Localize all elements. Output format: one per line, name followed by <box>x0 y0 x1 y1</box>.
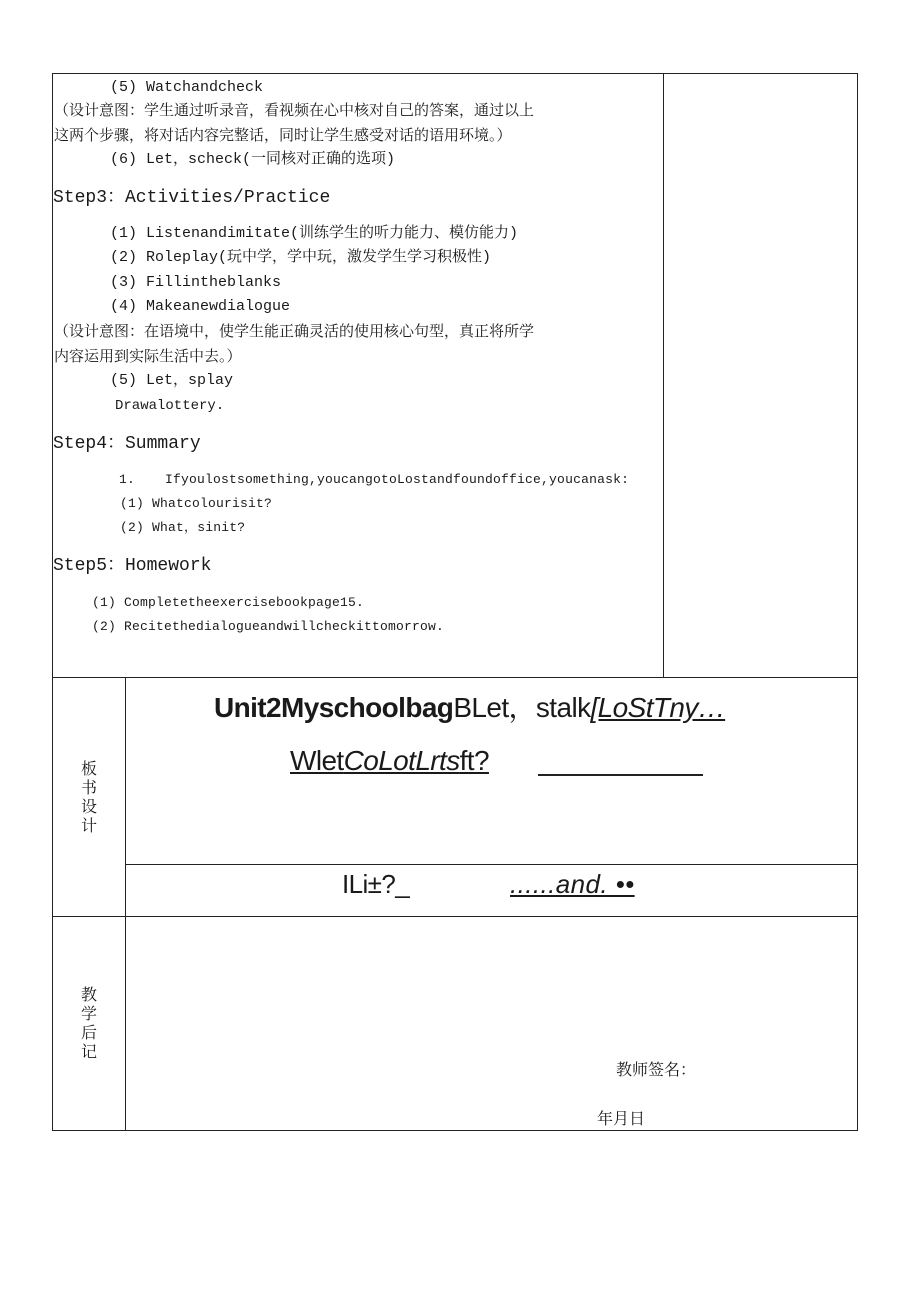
practice-item-2: (2) Roleplay(玩中学，学中玩，激发学生学习积极性) <box>110 249 492 266</box>
divider-board-top <box>52 677 858 678</box>
divider-right-column <box>663 73 664 678</box>
summary-intro-number: 1. <box>119 472 136 487</box>
board-title-unit: Unit2Myschoolbag <box>214 692 454 723</box>
design-intent-2a: （设计意图：在语境中，使学生能正确灵活的使用核心句型，真正将所学 <box>54 322 535 340</box>
board-design-label-text: 板 书 设 计 <box>80 759 97 835</box>
design-intent-2b: 内容运用到实际生活中去。） <box>54 347 242 365</box>
homework-2: (2) Recitethedialogueandwillcheckittomorrow. <box>92 619 445 634</box>
homework-1: (1) Completetheexercisebookpage15. <box>92 595 365 610</box>
step3-heading: Step3：Activities/Practice <box>53 188 331 208</box>
design-intent-1b: 这两个步骤，将对话内容完整话，同时让学生感受对话的语用环境。） <box>54 126 512 144</box>
step5-heading: Step5：Homework <box>53 556 212 576</box>
board-title-lesson: BLet，stalk <box>453 692 591 723</box>
board-question-end: ft? <box>459 745 489 776</box>
practice-item-4: (4) Makeanewdialogue <box>110 298 291 315</box>
board-answer-blank <box>538 752 703 776</box>
summary-question-1: (1) Whatcolourisit? <box>120 496 273 511</box>
watch-and-check: (5) Watchandcheck <box>110 79 264 96</box>
lets-play: (5) Let，splay <box>110 372 234 389</box>
reflection-label-text: 教 学 后 记 <box>80 985 97 1061</box>
board-question <box>290 745 489 777</box>
practice-item-1: (1) Listenandimitate(训练学生的听力能力、模仿能力) <box>110 225 519 242</box>
board-title-extra: [LoStTny… <box>590 692 726 723</box>
board-bottom-left: ILi±?_ <box>342 869 410 899</box>
divider-label-column <box>125 677 126 1131</box>
date-line: 年月日 <box>597 1109 646 1128</box>
summary-question-2: (2) What，sinit? <box>120 520 246 535</box>
divider-board-inner <box>125 864 858 865</box>
reflection-label <box>79 985 99 1061</box>
board-bottom-right: ......and. •• <box>510 869 635 899</box>
teacher-signature: 教师签名： <box>616 1060 697 1079</box>
board-question-middle: CoLotLrts <box>343 745 460 776</box>
divider-reflection-top <box>52 916 858 917</box>
lets-check: (6) Let，scheck(一同核对正确的选项) <box>110 151 396 168</box>
design-intent-1a: （设计意图：学生通过听录音，看视频在心中核对自己的答案，通过以上 <box>54 101 535 119</box>
board-title <box>214 686 725 726</box>
draw-lottery: Drawalottery. <box>115 398 225 414</box>
board-design-label <box>79 759 99 835</box>
practice-item-3: (3) Fillintheblanks <box>110 274 282 291</box>
summary-intro: Ifyoulostsomething,youcangotoLostandfoundoffice,youcanask: <box>165 472 630 487</box>
step4-heading: Step4：Summary <box>53 434 201 454</box>
board-question-start: Wlet <box>290 745 344 776</box>
